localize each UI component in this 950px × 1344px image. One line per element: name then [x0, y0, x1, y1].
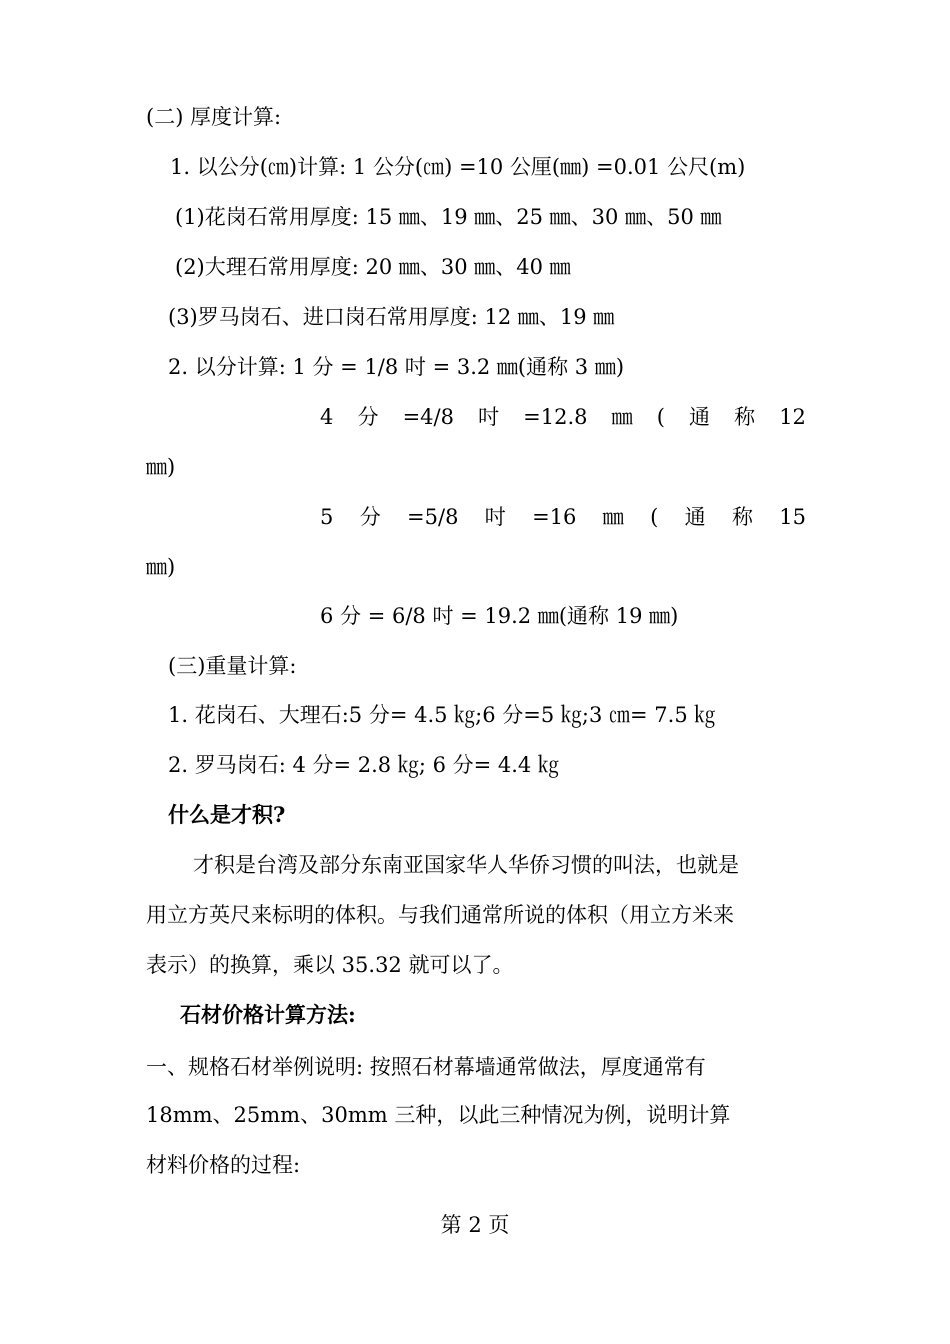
text-line-4fen-cont: ㎜) [146, 455, 176, 479]
text-part: 称 [734, 405, 756, 429]
text-part: 分 [359, 505, 381, 529]
section-heading-caiji: 什么是才积? [168, 802, 286, 827]
text-part: =16 [532, 505, 577, 529]
text-part: ( [656, 405, 665, 429]
text-part: 分 [357, 405, 379, 429]
text-line-5fen-cont: ㎜) [146, 555, 176, 579]
text-line-cm-conversion: 1. 以公分(㎝)计算: 1 公分(㎝) =10 公厘(㎜) =0.01 公尺(m) [170, 155, 746, 179]
paragraph-line: 表示）的换算，乘以 35.32 就可以了。 [146, 953, 514, 977]
text-line-roman-thickness: (3)罗马岗石、进口岗石常用厚度: 12 ㎜、19 ㎜ [168, 305, 615, 329]
paragraph-line: 18mm、25mm、30mm 三种，以此三种情况为例，说明计算 [146, 1103, 731, 1127]
text-part: 通 [689, 405, 710, 429]
text-part: =5/8 [407, 505, 459, 529]
text-line-granite-weight: 1. 花岗石、大理石:5 分= 4.5 ㎏;6 分=5 ㎏;3 ㎝= 7.5 ㎏ [168, 703, 716, 727]
text-part: =12.8 [523, 405, 588, 429]
text-line-granite-thickness: (1)花岗石常用厚度: 15 ㎜、19 ㎜、25 ㎜、30 ㎜、50 ㎜ [175, 205, 722, 229]
paragraph-line: 材料价格的过程: [146, 1153, 301, 1177]
text-line-5fen [320, 502, 806, 532]
text-part: 通 [684, 505, 706, 529]
text-part: ㎜ [602, 505, 624, 529]
text-line-fen-conversion: 2. 以分计算: 1 分 = 1/8 吋 = 3.2 ㎜(通称 3 ㎜) [168, 355, 625, 379]
text-part: 5 [320, 505, 334, 529]
paragraph-line: 用立方英尺来标明的体积。与我们通常所说的体积（用立方米来 [146, 903, 734, 927]
section-heading-weight: (三)重量计算: [168, 654, 297, 678]
text-line-marble-thickness: (2)大理石常用厚度: 20 ㎜、30 ㎜、40 ㎜ [175, 255, 571, 279]
section-heading-thickness: (二) 厚度计算: [146, 105, 282, 129]
text-part: 15 [779, 505, 806, 529]
paragraph-line: 才积是台湾及部分东南亚国家华人华侨习惯的叫法，也就是 [193, 853, 739, 877]
text-part: 12 [779, 405, 806, 429]
text-line-6fen: 6 分 = 6/8 吋 = 19.2 ㎜(通称 19 ㎜) [320, 604, 679, 628]
section-heading-price: 石材价格计算方法: [180, 1002, 356, 1027]
text-line-4fen [320, 402, 806, 432]
paragraph-line: 一、规格石材举例说明: 按照石材幕墙通常做法，厚度通常有 [146, 1055, 706, 1079]
text-part: ( [650, 505, 659, 529]
text-part: 称 [731, 505, 753, 529]
text-line-roman-weight: 2. 罗马岗石: 4 分= 2.8 ㎏; 6 分= 4.4 ㎏ [168, 753, 559, 777]
text-part: 4 [320, 405, 334, 429]
page-number-footer: 第 2 页 [440, 1213, 510, 1237]
text-part: ㎜ [611, 405, 633, 429]
text-part: 吋 [484, 505, 506, 529]
text-part: 吋 [478, 405, 500, 429]
text-part: =4/8 [402, 405, 454, 429]
